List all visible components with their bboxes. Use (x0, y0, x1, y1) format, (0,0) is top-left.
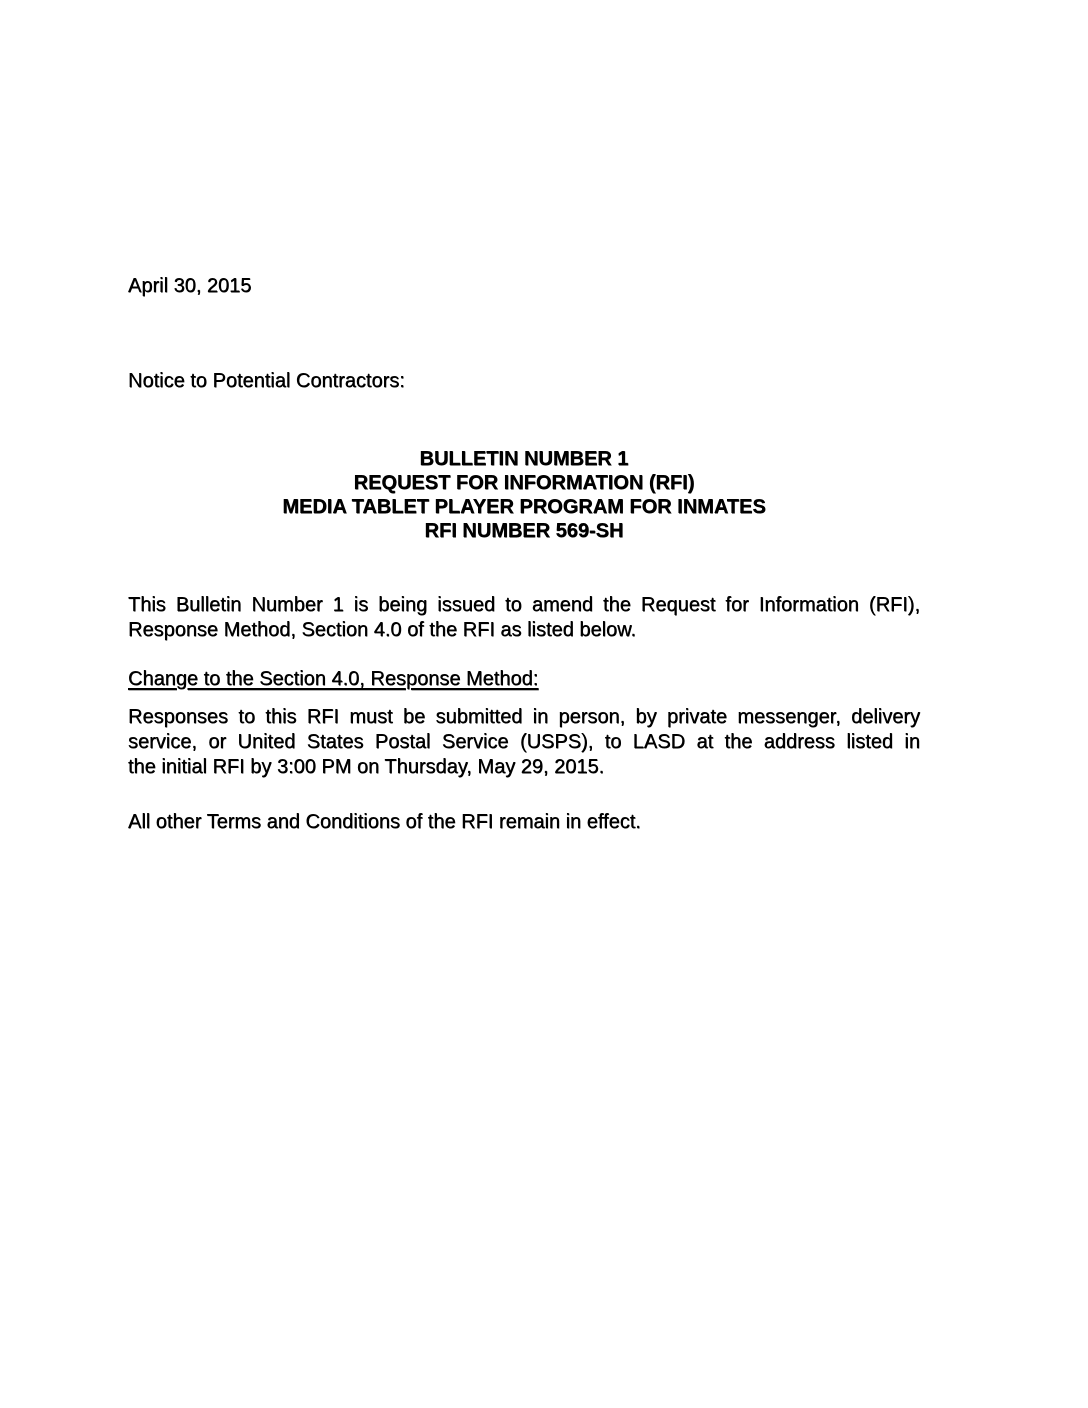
letter-content (128, 274, 920, 835)
intro-paragraph-line-1: This Bulletin Number 1 is being issued to amend the Request for Information (RFI), (128, 594, 920, 616)
letter-date: April 30, 2015 (128, 275, 252, 297)
response-paragraph-line-2: service, or United States Postal Service (USPS), to LASD at the address listed in (128, 731, 920, 753)
heading-line-rfi-number: RFI NUMBER 569-SH (424, 520, 624, 542)
response-paragraph (128, 705, 920, 780)
bulletin-heading (128, 447, 920, 543)
section-heading: Change to the Section 4.0, Response Method: (128, 668, 539, 690)
closing-line: All other Terms and Conditions of the RFI remain in effect. (128, 811, 641, 833)
response-paragraph-line-1: Responses to this RFI must be submitted in person, by private messenger, delivery (128, 706, 920, 728)
intro-paragraph-line-2: Response Method, Section 4.0 of the RFI as listed below. (128, 619, 637, 641)
heading-line-rfi-title: REQUEST FOR INFORMATION (RFI) (353, 472, 695, 494)
salutation: Notice to Potential Contractors: (128, 370, 405, 392)
intro-paragraph (128, 593, 920, 643)
heading-line-bulletin-number: BULLETIN NUMBER 1 (419, 448, 629, 470)
response-paragraph-line-3: the initial RFI by 3:00 PM on Thursday, May 29, 2015. (128, 756, 605, 778)
heading-line-program-name: MEDIA TABLET PLAYER PROGRAM FOR INMATES (282, 496, 766, 518)
